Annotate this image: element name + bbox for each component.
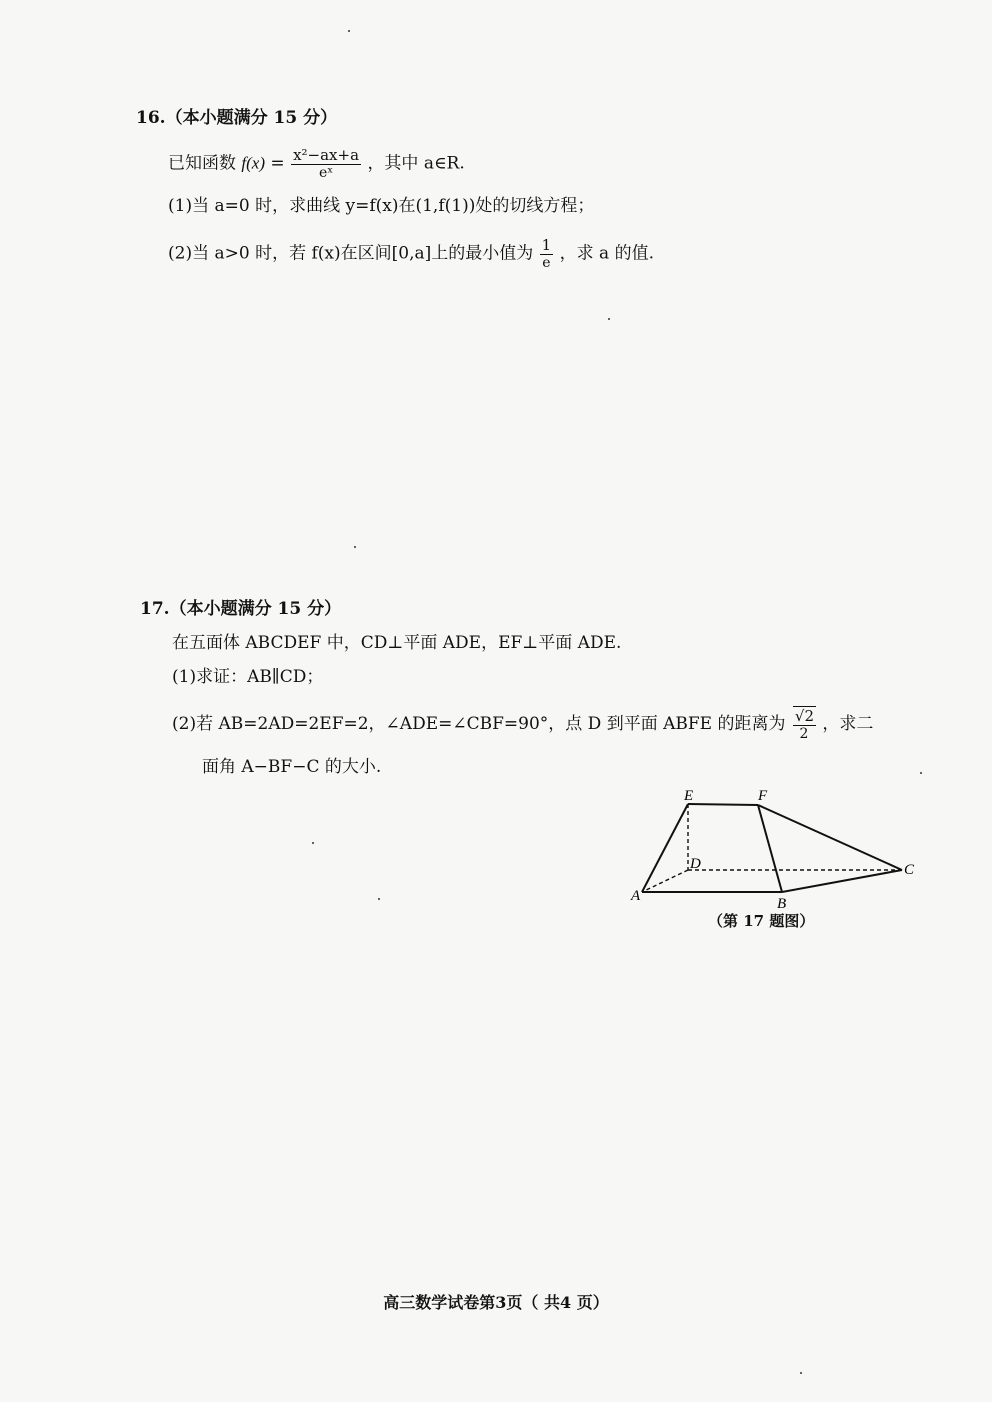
- scan-speck: [348, 30, 350, 32]
- scan-speck: [800, 1372, 802, 1374]
- edge-FB: [758, 805, 782, 892]
- q16-stem-suffix: ，其中 a∈R.: [367, 153, 465, 174]
- vertex-label-E: E: [684, 788, 694, 804]
- q16-stem: [168, 146, 465, 182]
- q16-part2-suffix: ，求 a 的值.: [559, 243, 654, 264]
- edge-EF: [688, 804, 758, 805]
- q16-part2-frac-num: 1: [541, 236, 552, 254]
- q16-part2-fraction: [540, 236, 554, 272]
- q16-part2-prefix: (2)当 a>0 时，若 f(x)在区间[0,a]上的最小值为: [168, 243, 534, 264]
- edge-DA-hidden: [642, 870, 688, 892]
- q17-part2-frac-den: 2: [799, 726, 809, 742]
- edge-EA: [642, 804, 688, 892]
- q17-heading: 17.（本小题满分 15 分）: [140, 599, 342, 619]
- q16-part2: [168, 236, 654, 272]
- vertex-label-A: A: [631, 888, 641, 904]
- q17-part2-frac-num: √2: [794, 707, 815, 725]
- q16-denominator: eˣ: [318, 165, 334, 181]
- q17-figure-caption: （第 17 题图）: [708, 912, 815, 930]
- edge-FC: [758, 805, 902, 870]
- q16-stem-prefix: 已知函数: [168, 153, 236, 174]
- q16-function-name: f(x): [241, 153, 265, 173]
- q16-numerator: x²−ax+a: [293, 146, 360, 164]
- q17-part1: (1)求证：AB∥CD；: [172, 667, 324, 687]
- q17-part2-suffix: ，求二: [822, 714, 874, 734]
- q17-part2-line2: 面角 A−BF−C 的大小.: [202, 757, 382, 777]
- q17-part2: [172, 706, 873, 743]
- q16-part2-frac-den: e: [542, 255, 551, 271]
- q17-part2-fraction: [792, 706, 816, 743]
- q16-function-fraction: [291, 146, 361, 182]
- scan-speck: [378, 898, 380, 900]
- scan-speck: [354, 546, 356, 548]
- scan-speck: [312, 842, 314, 844]
- page-footer: 高三数学试卷第3页（ 共4 页）: [383, 1293, 609, 1312]
- vertex-label-C: C: [904, 862, 915, 878]
- q16-part1: (1)当 a=0 时，求曲线 y=f(x)在(1,f(1))处的切线方程；: [168, 196, 595, 216]
- vertex-label-D: D: [690, 856, 701, 872]
- scan-speck: [608, 318, 610, 320]
- scan-speck: [920, 772, 922, 774]
- q17-part2-prefix: (2)若 AB=2AD=2EF=2，∠ADE=∠CBF=90°，点 D 到平面 ABFE 的距离为: [172, 714, 786, 734]
- vertex-label-F: F: [758, 788, 768, 804]
- q16-equals: =: [270, 153, 285, 174]
- q16-heading: 16.（本小题满分 15 分）: [136, 108, 338, 128]
- edge-BC: [782, 870, 902, 892]
- vertex-label-B: B: [777, 896, 787, 912]
- q17-stem: 在五面体 ABCDEF 中，CD⊥平面 ADE，EF⊥平面 ADE.: [172, 633, 622, 653]
